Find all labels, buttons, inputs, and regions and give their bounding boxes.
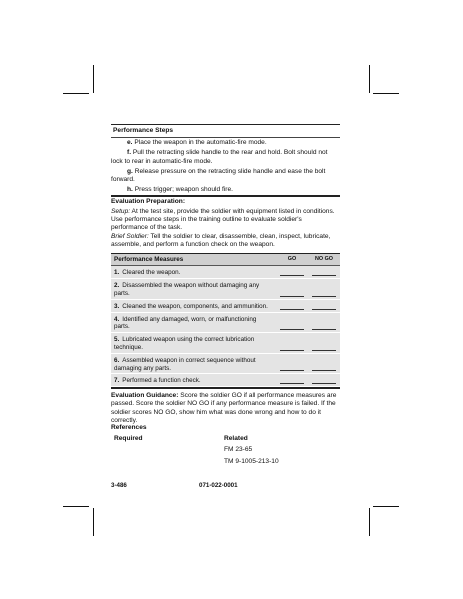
evaluation-guidance-text: Score the soldier GO if all performance measures are passed. Score the soldier NO GO if any performance measure is failed. If the soldier scores NO GO, show him what was done wrong and how to do it correctly.: [111, 392, 337, 424]
go-blank: [280, 288, 304, 297]
step-f: [111, 148, 340, 166]
nogo-blank: [312, 267, 336, 276]
go-blank: [280, 375, 304, 384]
evaluation-guidance-heading: Evaluation Guidance:: [111, 392, 179, 400]
table-bottom-rule: [111, 387, 340, 389]
brief-soldier-text: Tell the soldier to clear, disassemble, clean, inspect, lubricate, assemble, and perform a function check on the weapon.: [111, 233, 331, 249]
required-label: Required: [114, 435, 143, 443]
table-row: [111, 374, 340, 387]
references-heading: References: [111, 424, 147, 431]
step-label: e.: [127, 139, 133, 147]
go-cell: [276, 312, 308, 333]
brief-soldier-paragraph: [111, 233, 340, 249]
table-row: [111, 266, 340, 279]
nogo-cell: [308, 374, 340, 387]
crop-mark-top-left-horizontal: [63, 93, 89, 94]
related-label: Related: [224, 435, 248, 443]
step-e: [111, 138, 340, 148]
table-row: [111, 299, 340, 312]
measure-cell: [111, 266, 276, 279]
reference-row: [111, 458, 340, 466]
measure-number: 5.: [114, 336, 120, 344]
setup-label: Setup:: [111, 207, 131, 215]
nogo-cell: [308, 279, 340, 300]
nogo-blank: [312, 375, 336, 384]
go-cell: [276, 279, 308, 300]
nogo-cell: [308, 266, 340, 279]
measure-number: 3.: [114, 302, 120, 310]
measure-text: Performed a function check.: [122, 377, 201, 385]
step-g: [111, 167, 340, 185]
go-blank: [280, 342, 304, 351]
nogo-cell: [308, 353, 340, 374]
nogo-blank: [312, 362, 336, 371]
setup-paragraph: [111, 208, 340, 233]
step-label: h.: [127, 186, 133, 194]
measure-cell: [111, 299, 276, 312]
references-section: [111, 424, 340, 466]
brief-soldier-label: Brief Soldier:: [111, 233, 149, 241]
crop-mark-bottom-left-horizontal: [63, 506, 89, 507]
nogo-column-header: NO GO: [308, 253, 340, 266]
crop-mark-top-right-vertical: [369, 65, 370, 93]
crop-mark-top-right-horizontal: [373, 93, 399, 94]
step-h: [111, 185, 340, 195]
go-blank: [280, 301, 304, 310]
performance-measures-table: [111, 253, 340, 388]
step-text: Release pressure on the retracting slide handle and ease the bolt forward.: [111, 167, 326, 184]
measure-text: Lubricated weapon using the correct lubrication technique.: [114, 336, 255, 352]
nogo-blank: [312, 288, 336, 297]
measure-number: 4.: [114, 315, 120, 323]
go-blank: [280, 362, 304, 371]
go-blank: [280, 321, 304, 330]
step-text: Press trigger; weapon should fire.: [134, 186, 233, 194]
measure-text: Cleared the weapon.: [122, 269, 181, 277]
evaluation-guidance: [111, 392, 340, 425]
table-row: [111, 353, 340, 374]
measure-cell: [111, 279, 276, 300]
nogo-cell: [308, 299, 340, 312]
go-blank: [280, 267, 304, 276]
go-column-header: GO: [276, 253, 308, 266]
table-row: [111, 333, 340, 354]
go-cell: [276, 333, 308, 354]
nogo-cell: [308, 312, 340, 333]
performance-steps-header: Performance Steps: [111, 125, 340, 138]
measure-text: Identified any damaged, worn, or malfunctioning parts.: [114, 315, 257, 331]
section-rule: [111, 195, 340, 197]
crop-mark-top-left-vertical: [93, 65, 94, 93]
crop-mark-bottom-right-horizontal: [373, 506, 399, 507]
step-text: Pull the retracting slide handle to the rear and hold. Bolt should not lock to rear in automatic-fire mode.: [111, 149, 328, 165]
measure-cell: [111, 312, 276, 333]
measure-cell: [111, 353, 276, 374]
go-cell: [276, 374, 308, 387]
nogo-blank: [312, 321, 336, 330]
references-column-headers: [111, 435, 340, 443]
step-label: f.: [127, 149, 132, 157]
measure-number: 1.: [114, 269, 120, 277]
measure-number: 2.: [114, 282, 120, 290]
nogo-blank: [312, 301, 336, 310]
related-reference: FM 23-65: [224, 446, 253, 454]
task-content: [111, 124, 340, 425]
reference-row: [111, 446, 340, 454]
task-number: 071-022-0001: [199, 482, 238, 489]
measure-number: 7.: [114, 377, 120, 385]
measure-cell: [111, 374, 276, 387]
evaluation-preparation-heading: Evaluation Preparation:: [111, 198, 186, 206]
table-row: [111, 312, 340, 333]
measure-cell: [111, 333, 276, 354]
measure-text: Cleaned the weapon, components, and ammunition.: [122, 302, 268, 310]
nogo-cell: [308, 333, 340, 354]
go-cell: [276, 299, 308, 312]
nogo-blank: [312, 342, 336, 351]
measure-text: Assembled weapon in correct sequence without damaging any parts.: [114, 356, 256, 372]
table-row: [111, 279, 340, 300]
crop-mark-bottom-left-vertical: [93, 508, 94, 536]
measure-number: 6.: [114, 356, 120, 364]
step-label: g.: [127, 167, 133, 175]
crop-mark-bottom-right-vertical: [369, 508, 370, 536]
setup-text: At the test site, provide the soldier with equipment listed in conditions. Use performance steps in the training outline to evaluate soldier's performance of the task.: [111, 207, 335, 232]
go-cell: [276, 266, 308, 279]
table-header-row: [111, 253, 340, 266]
page-number: 3-486: [111, 482, 127, 489]
measure-text: Disassembled the weapon without damaging any parts.: [114, 282, 260, 298]
performance-measures-header: Performance Measures: [111, 253, 276, 266]
step-text: Place the weapon in the automatic-fire mode.: [134, 139, 267, 147]
go-cell: [276, 353, 308, 374]
related-reference: TM 9-1005-213-10: [224, 457, 279, 465]
